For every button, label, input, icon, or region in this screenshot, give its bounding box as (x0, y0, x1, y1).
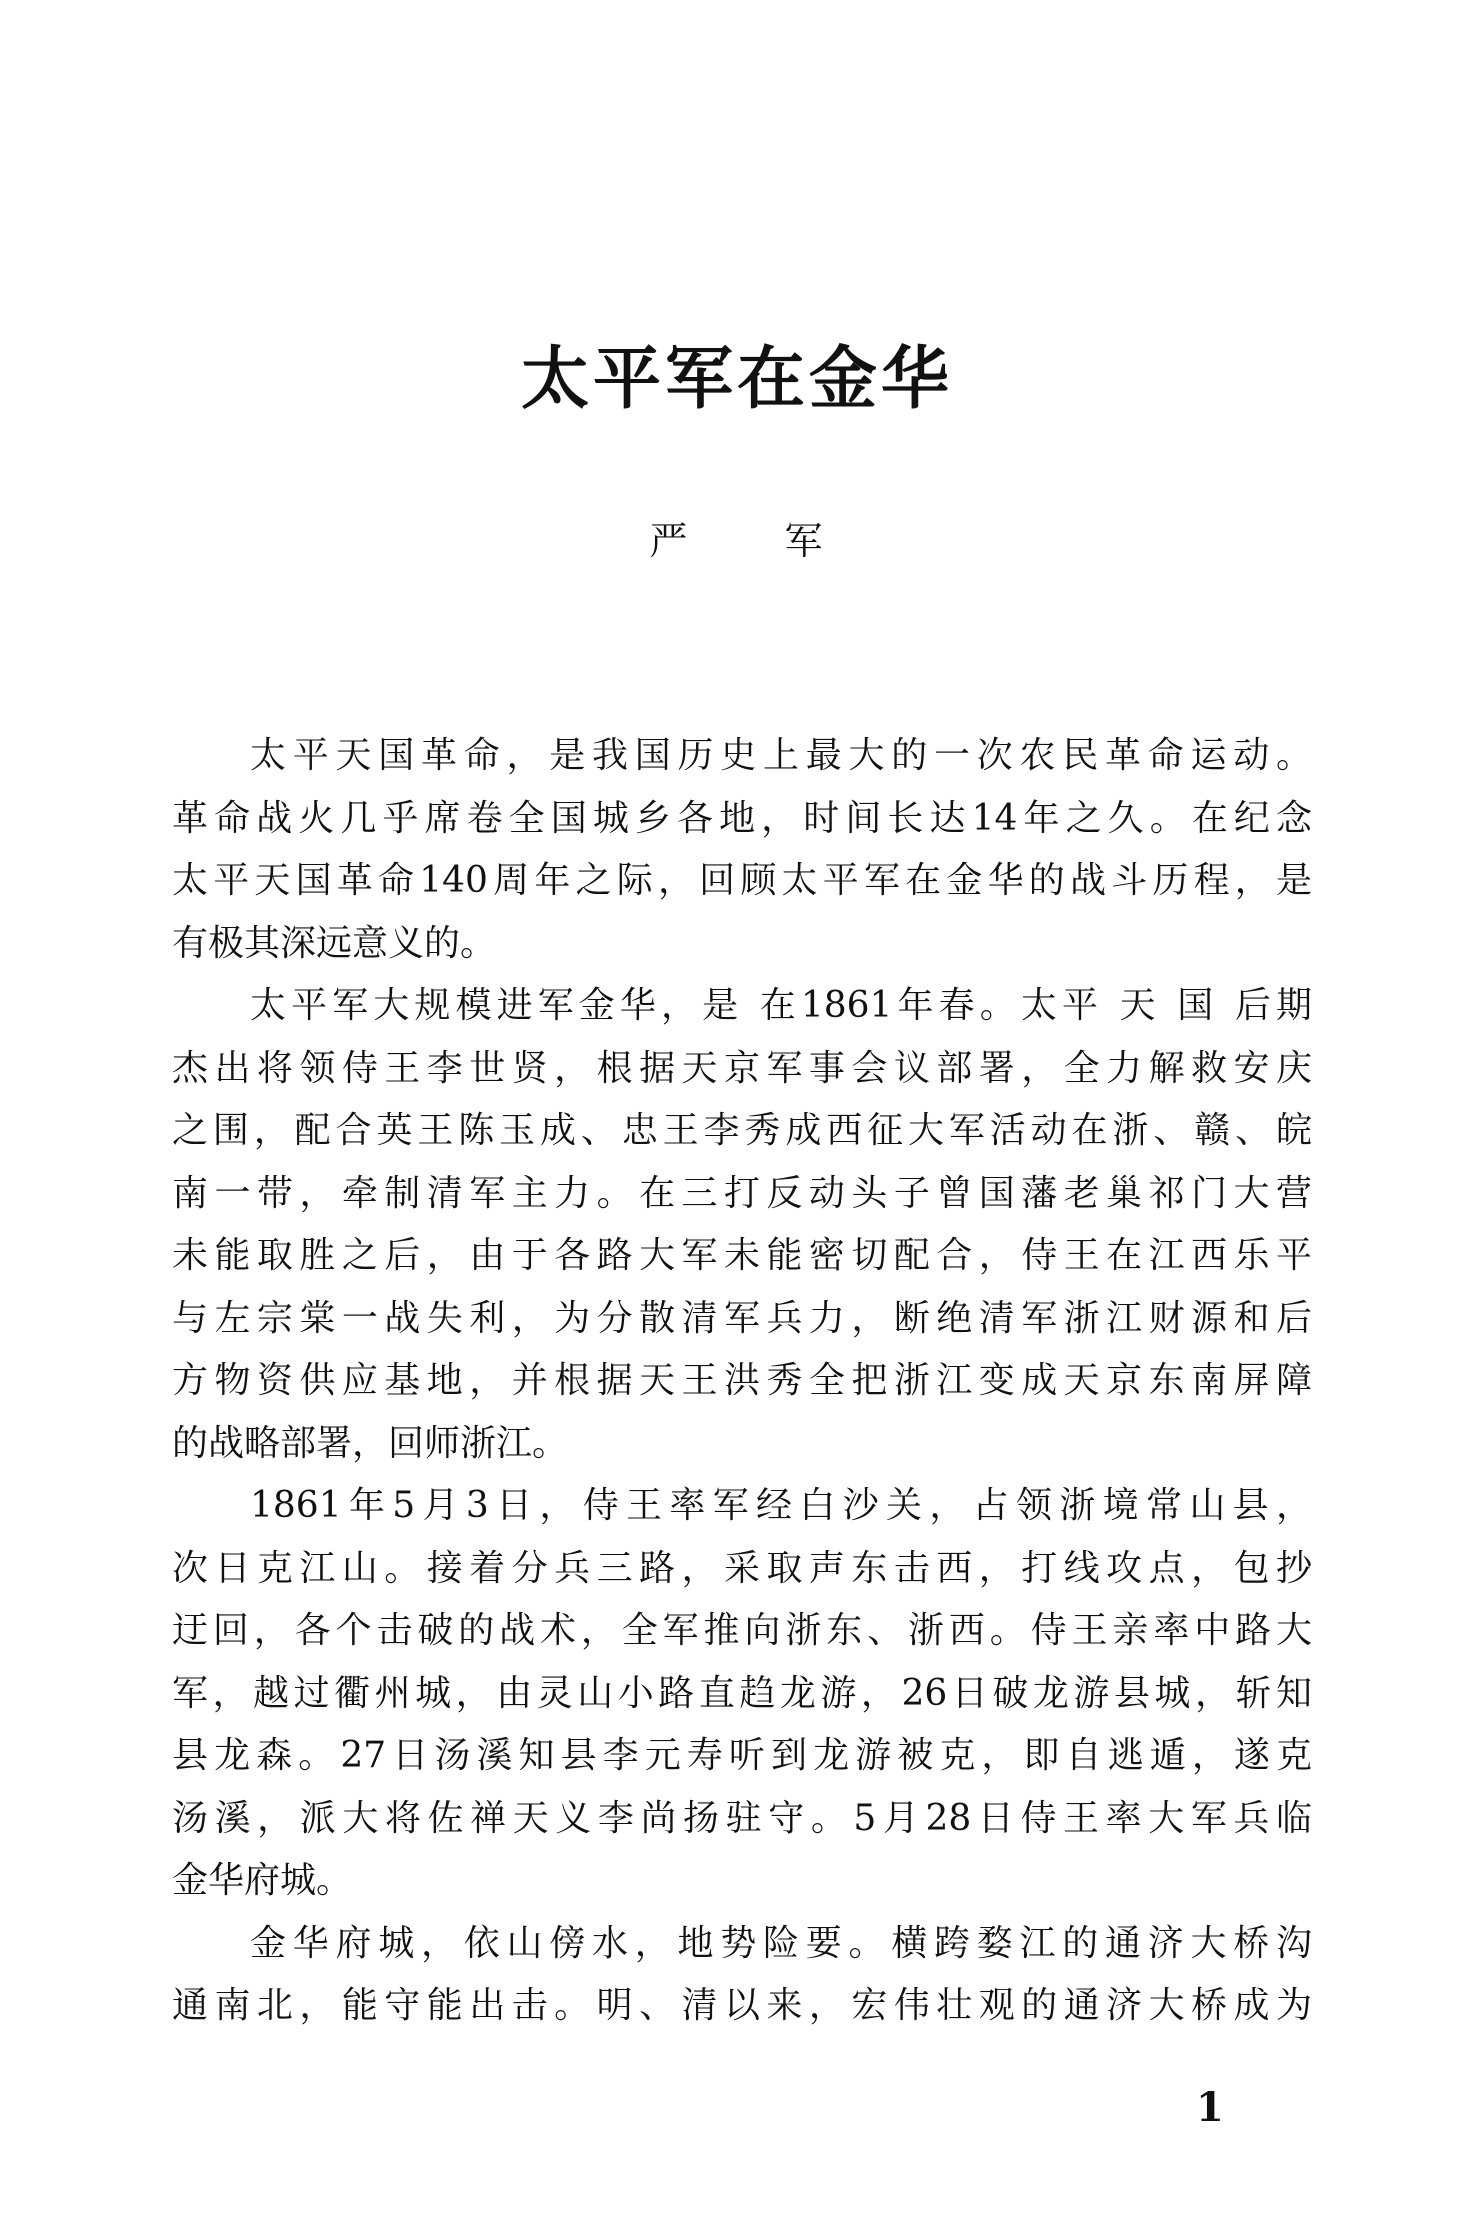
text-line: 杰出将领侍王李世贤，根据天京军事会议部署，全力解救安庆 (172, 1047, 1312, 1089)
paragraph-3 (172, 1475, 1312, 1913)
text-line: 方物资供应基地，并根据天王洪秀全把浙江变成天京东南屏障 (172, 1360, 1312, 1401)
author-name-part-1: 严 (649, 519, 690, 563)
paragraph-2 (172, 975, 1312, 1475)
text-line: 的战略部署，回师浙江。 (172, 1422, 569, 1464)
text-line: 迂回，各个击破的战术，全军推向浙东、浙西。侍王亲率中路大 (172, 1610, 1312, 1651)
text-line: 革命战火几乎席卷全国城乡各地，时间长达14年之久。在纪念 (172, 797, 1312, 839)
text-line: 南一带，牵制清军主力。在三打反动头子曾国藩老巢祁门大营 (172, 1172, 1312, 1214)
text-line: 太平天国革命140周年之际，回顾太平军在金华的战斗历程，是 (172, 860, 1312, 901)
text-line: 军，越过衢州城，由灵山小路直趋龙游，26日破龙游县城，斩知 (172, 1672, 1312, 1714)
text-line: 汤溪，派大将佐禅天义李尚扬驻守。5月28日侍王率大军兵临 (172, 1797, 1312, 1839)
text-line: 金华府城，依山傍水，地势险要。横跨婺江的通济大桥沟 (250, 1922, 1312, 1964)
text-line: 与左宗棠一战失利，为分散清军兵力，断绝清军浙江财源和后 (172, 1297, 1312, 1339)
author-name-part-2: 军 (784, 519, 825, 563)
text-line: 县龙森。27日汤溪知县李元寿听到龙游被克，即自逃遁，遂克 (172, 1735, 1312, 1776)
article-title: 太平军在金华 (520, 339, 953, 419)
text-line: 未能取胜之后，由于各路大军未能密切配合，侍王在江西乐平 (172, 1235, 1312, 1276)
page-number: 1 (1196, 2084, 1224, 2131)
text-line: 之围，配合英王陈玉成、忠王李秀成西征大军活动在浙、赣、皖 (172, 1110, 1312, 1151)
author-byline (0, 519, 1474, 563)
text-line: 太平天国革命，是我国历史上最大的一次农民革命运动。 (250, 735, 1312, 776)
paragraph-1 (172, 725, 1312, 975)
text-line: 金华府城。 (172, 1860, 353, 1901)
text-line: 通南北，能守能出击。明、清以来，宏伟壮观的通济大桥成为 (172, 1985, 1312, 2026)
text-line: 次日克江山。接着分兵三路，采取声东击西，打线攻点，包抄 (172, 1547, 1312, 1589)
text-line: 太平军大规模进军金华，是 在1861年春。太平 天 国 后期 (250, 985, 1312, 1026)
article-body (172, 725, 1312, 2038)
text-line: 有极其深远意义的。 (172, 922, 497, 964)
text-line: 1861年5月3日，侍王率军经白沙关，占领浙境常山县， (250, 1485, 1312, 1526)
paragraph-4 (172, 1913, 1312, 2038)
